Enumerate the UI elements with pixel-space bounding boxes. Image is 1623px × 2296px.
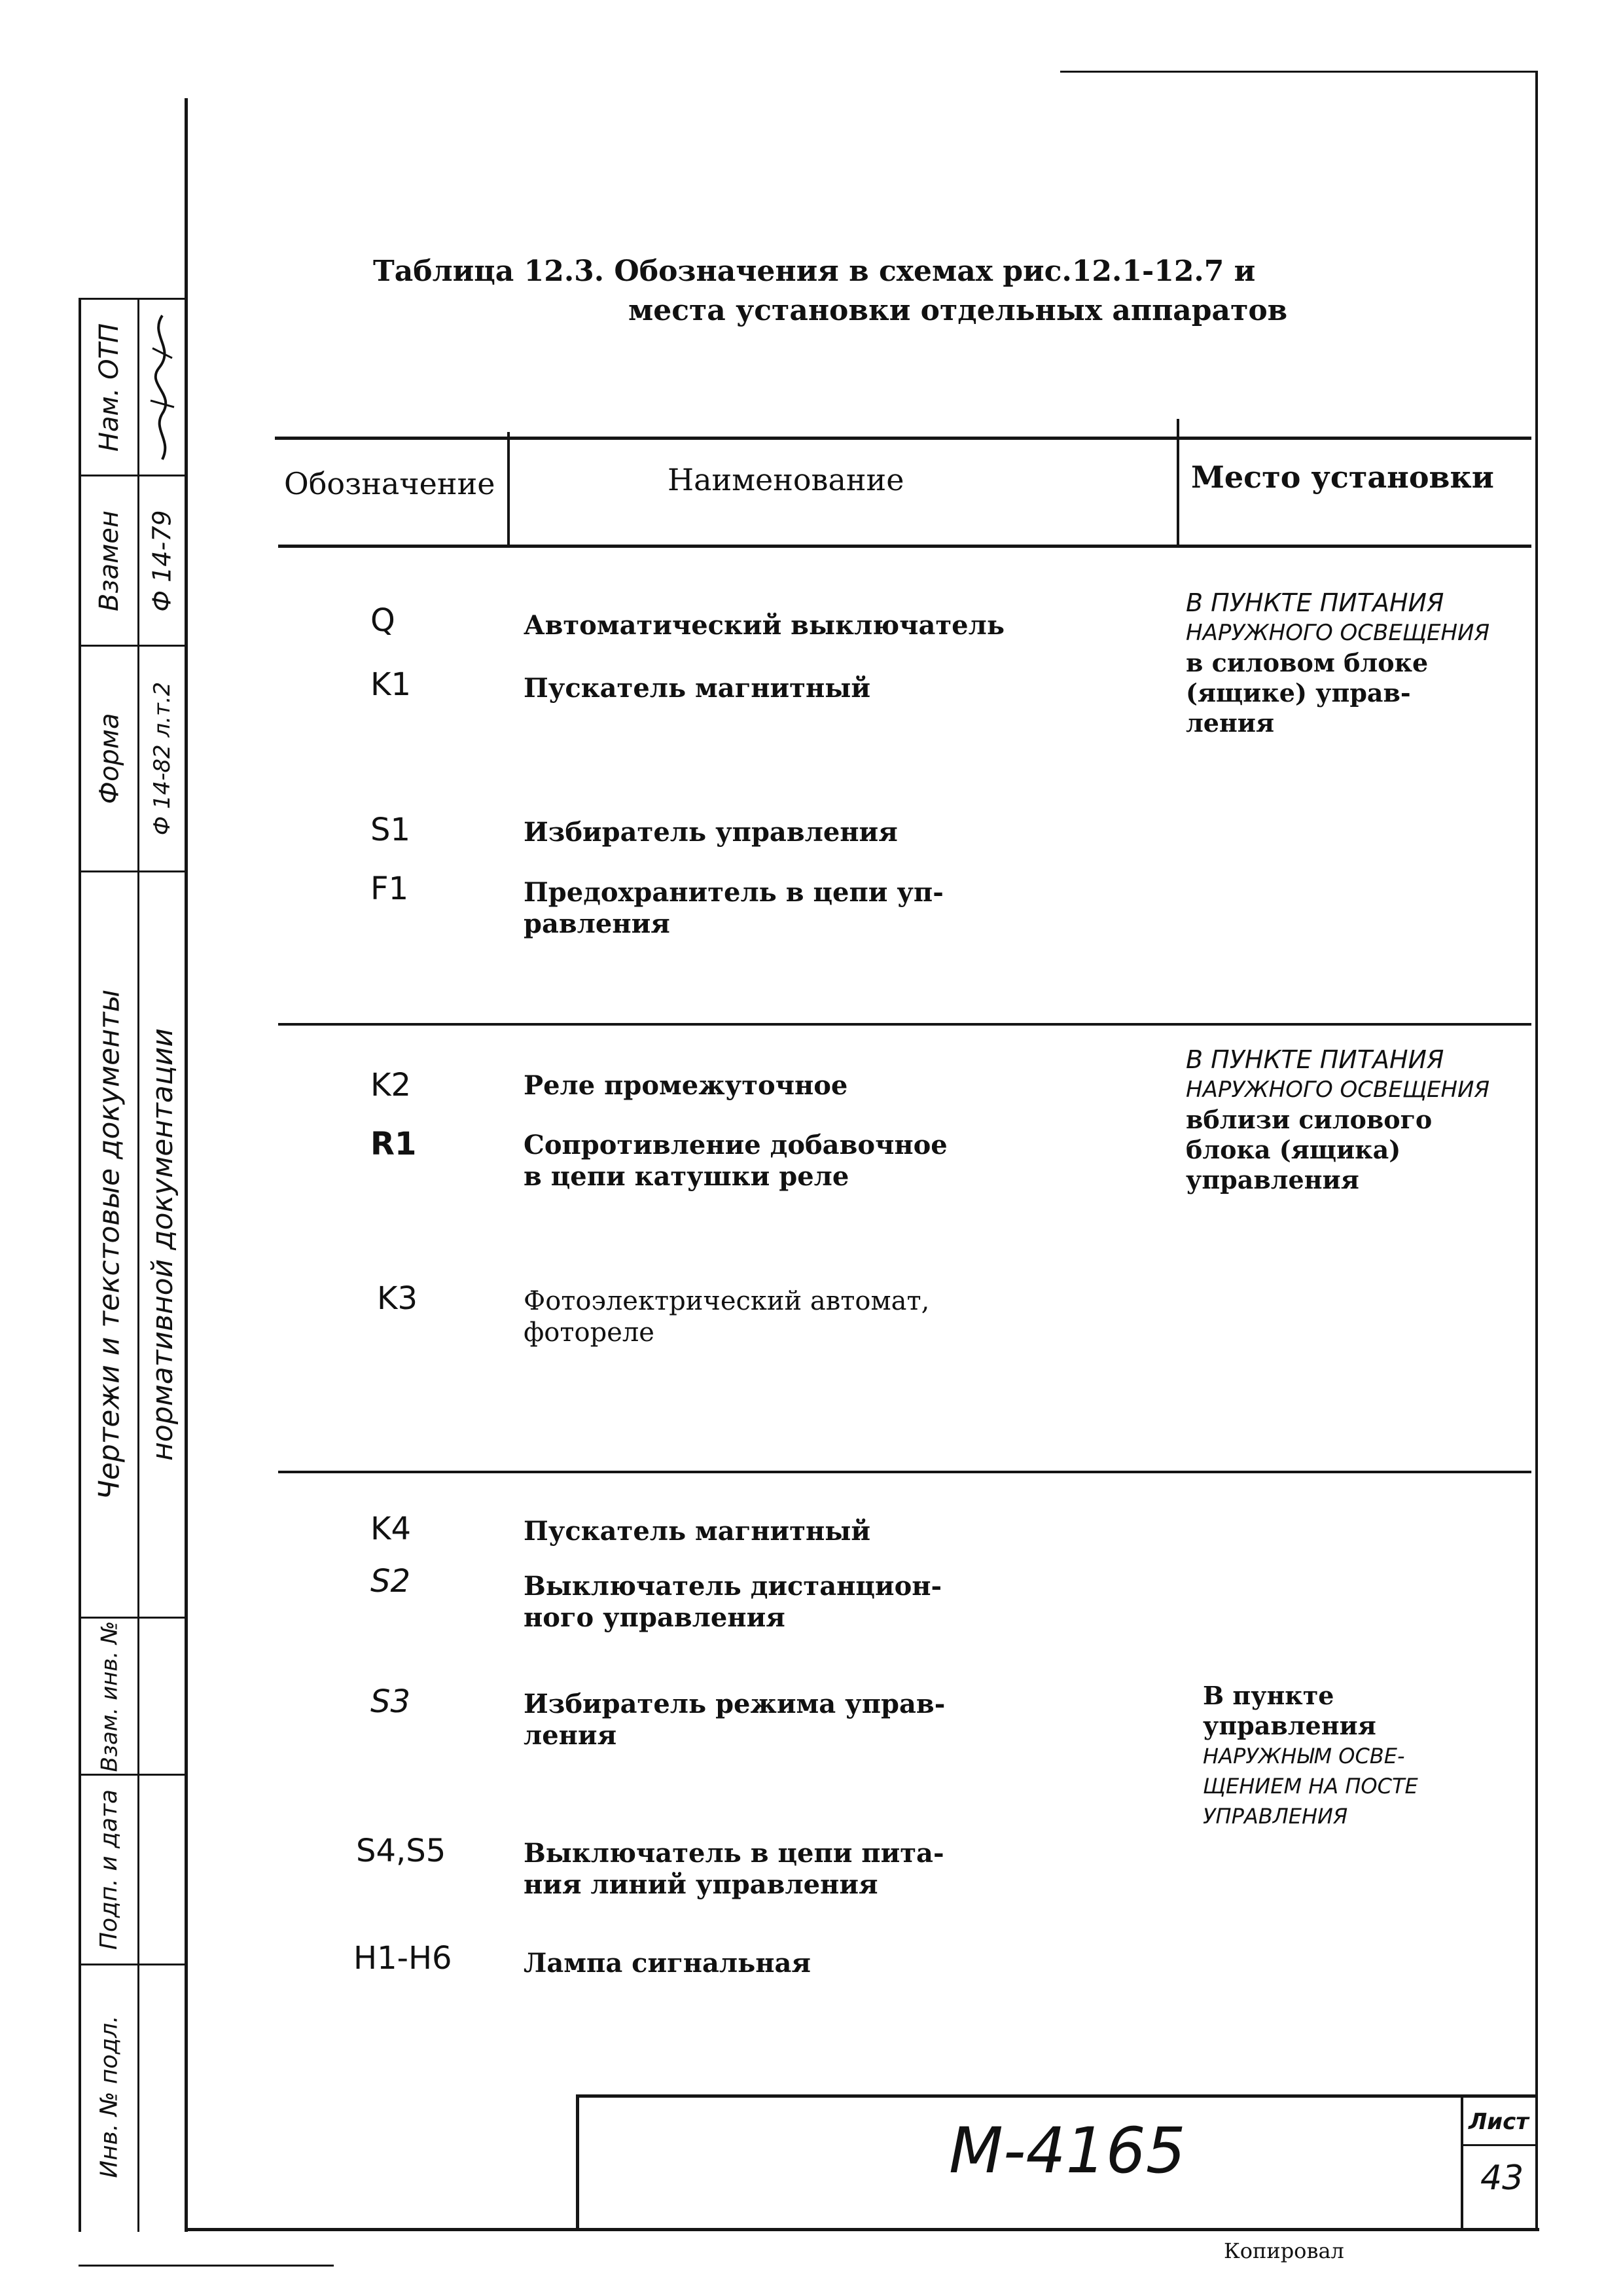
- group-divider-1: [278, 1023, 1531, 1026]
- stamp-cell-docs-label-1: Чертежи и текстовые документы: [92, 989, 126, 1500]
- row-code: S1: [370, 812, 411, 848]
- outer-bottom-line: [79, 2265, 334, 2267]
- frame-top-border: [1060, 71, 1538, 73]
- stamp-cell-vzam-inv: Взам. инв. №: [96, 1621, 123, 1772]
- table-top-rule: [275, 437, 1531, 440]
- stamp-cell-inv-podl: Инв. № подл.: [96, 2015, 123, 2178]
- row-name: Выключатель в цепи пита- ния линий управления: [524, 1838, 944, 1900]
- sheet-number: 43: [1480, 2159, 1524, 2198]
- header-place: Место установки: [1191, 459, 1494, 495]
- row-name: Сопротивление добавочное в цепи катушки реле: [524, 1130, 948, 1192]
- row-code: R1: [370, 1126, 417, 1162]
- place-cell: В пункте управления НАРУЖНЫМ ОСВЕ- ЩЕНИЕМ НА ПОСТЕ УПРАВЛЕНИЯ: [1203, 1681, 1418, 1829]
- sheet-label: Лист: [1469, 2109, 1529, 2135]
- row-code: S4,S5: [356, 1833, 446, 1869]
- row-name: Фотоэлектрический автомат, фотореле: [524, 1286, 930, 1348]
- header-designation: Обозначение: [284, 466, 495, 501]
- row-code: K2: [370, 1067, 412, 1103]
- stamp-cell-vzamen-value: Ф 14-79: [148, 509, 177, 612]
- row-code: S2: [370, 1563, 411, 1600]
- header-divider-1: [507, 432, 510, 547]
- titleblock-top: [576, 2094, 1537, 2098]
- titleblock-sheet-hline: [1461, 2144, 1537, 2146]
- frame-right-border: [1535, 71, 1538, 2231]
- row-code: K1: [370, 666, 412, 703]
- row-code: H1-H6: [353, 1940, 452, 1977]
- row-name: Автоматический выключатель: [524, 610, 1005, 641]
- row-name: Пускатель магнитный: [524, 1516, 870, 1547]
- row-code: Q: [370, 602, 395, 639]
- row-name: Предохранитель в цепи уп- равления: [524, 877, 944, 939]
- row-name: Избиратель управления: [524, 817, 898, 848]
- stamp-cell-docs-label-2: нормативной документации: [145, 1028, 179, 1461]
- document-number: М-4165: [949, 2114, 1186, 2187]
- table-title-line-2: места установки отдельных аппаратов: [628, 294, 1288, 327]
- row-name: Реле промежуточное: [524, 1070, 848, 1101]
- header-divider-2: [1177, 419, 1179, 547]
- table-title: [373, 252, 1486, 331]
- stamp-cell-podp-data: Подп. и дата: [96, 1789, 123, 1950]
- table-header-rule: [278, 545, 1531, 548]
- stamp-cell-forma: Форма: [94, 713, 125, 804]
- header-name: Наименование: [668, 462, 904, 497]
- stamp-cell-nach-otp: Нам. ОТП: [94, 323, 125, 452]
- group-divider-2: [278, 1471, 1531, 1473]
- copied-label: Копировал: [1224, 2238, 1344, 2263]
- signature-icon: [143, 309, 182, 466]
- row-name: Лампа сигнальная: [524, 1948, 811, 1979]
- titleblock-sheet-divider: [1461, 2094, 1463, 2231]
- row-name: Избиратель режима управ- ления: [524, 1689, 946, 1751]
- frame-bottom-border: [185, 2228, 1539, 2231]
- row-code: S3: [370, 1683, 411, 1720]
- stamp-cell-forma-value: Ф 14-82 л.т.2: [149, 681, 175, 836]
- row-name: Пускатель магнитный: [524, 673, 870, 704]
- row-code: F1: [370, 870, 409, 907]
- titleblock-left: [576, 2094, 579, 2231]
- stamp-cell-signature: [139, 300, 185, 475]
- row-code: K3: [377, 1280, 418, 1317]
- row-name: Выключатель дистанцион- ного управления: [524, 1571, 942, 1633]
- table-title-line-1: Таблица 12.3. Обозначения в схемах рис.12.1-12.7 и: [373, 255, 1256, 288]
- row-code: K4: [370, 1511, 412, 1547]
- stamp-cell-vzamen: Взамен: [94, 510, 125, 611]
- place-cell: В ПУНКТЕ ПИТАНИЯ НАРУЖНОГО ОСВЕЩЕНИЯ вблизи силового блока (ящика) управления: [1186, 1045, 1490, 1194]
- place-cell: В ПУНКТЕ ПИТАНИЯ НАРУЖНОГО ОСВЕЩЕНИЯ в силовом блоке (ящике) управ- ления: [1186, 588, 1490, 738]
